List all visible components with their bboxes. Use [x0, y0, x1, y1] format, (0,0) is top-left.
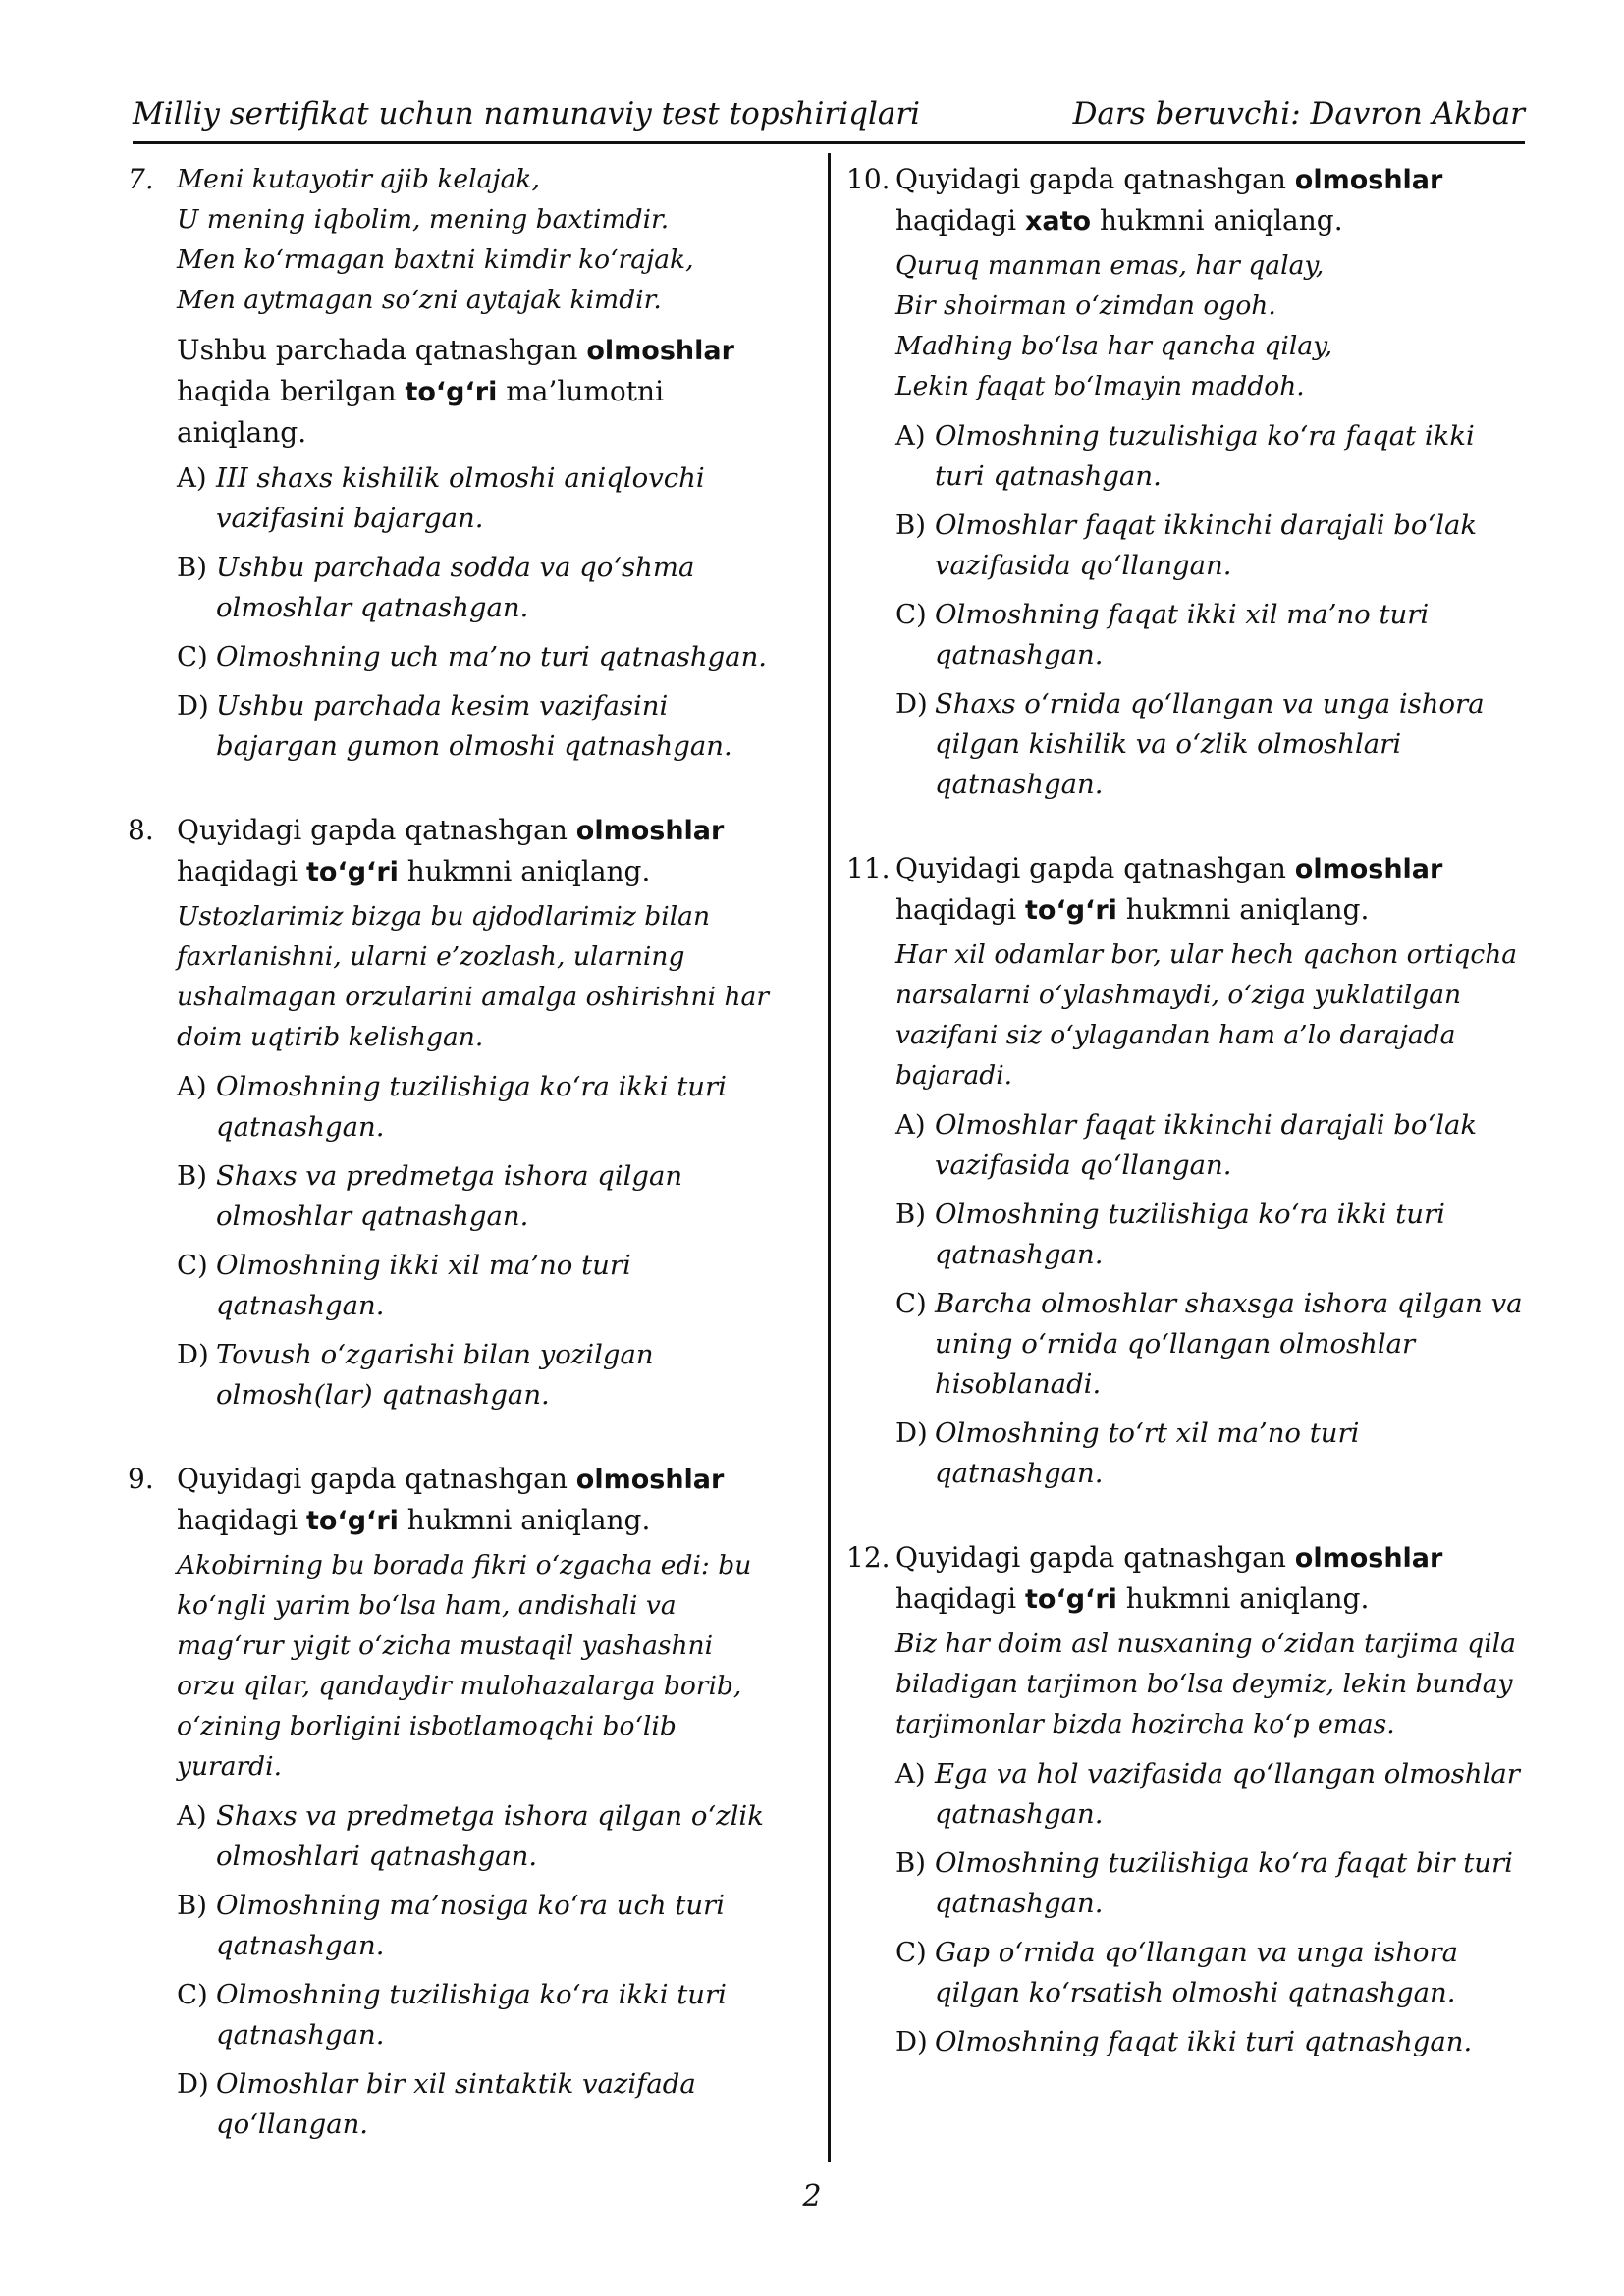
option-text: Olmoshning ikki xil ma’no turi qatnashgan. — [216, 1250, 631, 1321]
option-c[interactable] — [895, 1284, 1524, 1405]
option-text: Olmoshning tuzilishiga ko‘ra ikki turi qatnashgan. — [216, 1979, 727, 2051]
question-stem — [895, 159, 1524, 241]
option-letter: D) — [177, 1339, 209, 1370]
stem-keyword: to‘g‘ri — [306, 1506, 399, 1536]
question-stem — [895, 1537, 1524, 1620]
option-letter: D) — [177, 2068, 209, 2100]
question-stem — [177, 810, 776, 892]
option-c[interactable] — [895, 1933, 1524, 2013]
option-text: Ushbu parchada sodda va qo‘shma olmoshlar qatnashgan. — [216, 552, 695, 623]
question-11 — [846, 848, 1524, 1494]
option-c[interactable] — [895, 595, 1524, 675]
stem-text: Quyidagi gapda qatnashgan — [895, 163, 1295, 195]
option-a[interactable] — [895, 1105, 1524, 1186]
stem-text: hukmni aniqlang. — [1116, 893, 1370, 926]
left-column — [128, 159, 776, 2188]
option-b[interactable] — [177, 1156, 776, 1237]
answer-options — [895, 1754, 1524, 2062]
option-text: Tovush o‘zgarishi bilan yozilgan olmosh(lar) qatnashgan. — [216, 1339, 654, 1411]
option-a[interactable] — [177, 458, 776, 539]
answer-options — [177, 1796, 776, 2145]
question-passage — [895, 245, 1524, 406]
option-b[interactable] — [895, 1195, 1524, 1275]
option-c[interactable] — [177, 637, 776, 677]
option-letter: D) — [177, 690, 209, 721]
answer-options — [177, 1067, 776, 1415]
stem-text: Quyidagi gapda qatnashgan — [895, 1541, 1295, 1574]
option-a[interactable] — [895, 1754, 1524, 1835]
stem-keyword: to‘g‘ri — [306, 857, 399, 887]
stem-keyword: olmoshlar — [575, 1465, 725, 1495]
question-stem — [177, 330, 776, 453]
stem-keyword: to‘g‘ri — [1025, 1584, 1117, 1615]
passage-line: Men aytmagan so‘zni aytajak kimdir. — [177, 285, 662, 315]
question-passage: Biz har doim asl nusxaning o‘zidan tarjima qila biladigan tarjimon bo‘lsa deymiz, lekin bunday tarjimonlar bizda hozircha ko‘p emas. — [895, 1629, 1516, 1739]
stem-text: hukmni aniqlang. — [398, 1504, 651, 1536]
question-7 — [128, 159, 776, 767]
stem-text: hukmni aniqlang. — [398, 855, 651, 887]
option-text: Barcha olmoshlar shaxsga ishora qilgan va uning o‘rnida qo‘llangan olmoshlar hisoblanadi. — [935, 1288, 1523, 1400]
option-letter: D) — [895, 1417, 928, 1449]
option-letter: B) — [895, 1847, 926, 1879]
answer-options — [177, 458, 776, 767]
option-text: Shaxs o‘rnida qo‘llangan va unga ishora qilgan kishilik va o‘zlik olmoshlari qatnashgan. — [935, 688, 1485, 800]
option-d[interactable] — [895, 2022, 1524, 2062]
stem-keyword: to‘g‘ri — [1025, 895, 1117, 926]
option-text: Ega va hol vazifasida qo‘llangan olmoshlar qatnashgan. — [935, 1758, 1520, 1830]
option-letter: C) — [895, 1937, 927, 1968]
stem-text: haqidagi — [895, 204, 1026, 237]
option-letter: C) — [895, 599, 927, 630]
option-letter: C) — [177, 641, 208, 672]
passage-line: Lekin faqat bo‘lmayin maddoh. — [895, 371, 1305, 401]
question-passage — [177, 159, 776, 320]
question-passage: Akobirning bu borada fikri o‘zgacha edi: bu ko‘ngli yarim bo‘lsa ham, andishali va mag‘rur yigit o‘zicha mustaqil yashashni orzu qilar, qandaydir mulohazalarga borib, o‘zining borligini isbotlamoqchi bo‘lib yurardi. — [177, 1550, 752, 1782]
option-c[interactable] — [177, 1246, 776, 1326]
stem-text: Ushbu parchada qatnashgan — [177, 334, 587, 366]
question-9 — [128, 1459, 776, 2145]
option-text: Shaxs va predmetga ishora qilgan olmoshlar qatnashgan. — [216, 1160, 683, 1232]
option-letter: B) — [895, 509, 926, 541]
header-title: Milliy sertifikat uchun namunaviy test topshiriqlari — [133, 96, 921, 132]
question-passage: Har xil odamlar bor, ular hech qachon ortiqcha narsalarni o‘ylashmaydi, o‘ziga yuklatilgan vazifani siz o‘ylagandan ham a’lo darajada bajaradi. — [895, 939, 1518, 1091]
option-letter: A) — [177, 1800, 207, 1832]
option-text: Olmoshning tuzilishiga ko‘ra faqat bir turi qatnashgan. — [935, 1847, 1513, 1919]
option-letter: B) — [177, 552, 207, 583]
question-number: 11. — [846, 852, 891, 884]
option-letter: C) — [177, 1250, 208, 1281]
column-divider — [828, 153, 831, 2162]
option-letter: A) — [177, 1071, 207, 1102]
option-letter: D) — [895, 2026, 928, 2057]
header-author: Dars beruvchi: Davron Akbar — [1072, 96, 1525, 132]
stem-text: Quyidagi gapda qatnashgan — [895, 852, 1295, 884]
option-d[interactable] — [177, 2064, 776, 2145]
passage-line: U mening iqbolim, mening baxtimdir. — [177, 204, 670, 235]
stem-text: ma’lumotni aniqlang. — [177, 375, 665, 449]
option-text: Olmoshning ma’nosiga ko‘ra uch turi qatnashgan. — [216, 1890, 726, 1961]
stem-keyword: olmoshlar — [1294, 165, 1443, 195]
question-stem — [177, 1459, 776, 1541]
question-passage: Ustozlarimiz bizga bu ajdodlarimiz bilan faxrlanishni, ularni e’zozlash, ularning ushalmagan orzularini amalga oshirishni har doim uqtirib kelishgan. — [177, 901, 770, 1052]
option-b[interactable] — [895, 1843, 1524, 1924]
option-d[interactable] — [895, 684, 1524, 805]
option-d[interactable] — [177, 1335, 776, 1415]
passage-line: Bir shoirman o‘zimdan ogoh. — [895, 291, 1276, 321]
option-b[interactable] — [177, 1886, 776, 1966]
stem-text: haqidagi — [895, 1582, 1026, 1615]
question-12 — [846, 1537, 1524, 2062]
option-text: Ushbu parchada kesim vazifasini bajargan gumon olmoshi qatnashgan. — [216, 690, 732, 762]
stem-keyword: to‘g‘ri — [405, 377, 498, 407]
question-number: 10. — [846, 163, 891, 195]
question-number: 7. — [128, 163, 154, 195]
option-letter: A) — [177, 462, 207, 494]
stem-text: hukmni aniqlang. — [1091, 204, 1343, 237]
stem-keyword: olmoshlar — [575, 816, 725, 846]
option-text: Gap o‘rnida qo‘llangan va unga ishora qilgan ko‘rsatish olmoshi qatnashgan. — [935, 1937, 1459, 2008]
stem-keyword: olmoshlar — [1294, 1543, 1443, 1574]
question-stem — [895, 848, 1524, 931]
option-letter: B) — [177, 1890, 207, 1921]
stem-text: haqida berilgan — [177, 375, 406, 407]
option-letter: C) — [177, 1979, 208, 2010]
stem-text: hukmni aniqlang. — [1116, 1582, 1370, 1615]
passage-line: Madhing bo‘lsa har qancha qilay, — [895, 331, 1333, 361]
option-text: Shaxs va predmetga ishora qilgan o‘zlik olmoshlari qatnashgan. — [216, 1800, 764, 1872]
option-text: Olmoshning faqat ikki turi qatnashgan. — [935, 2026, 1473, 2057]
option-letter: A) — [895, 420, 926, 452]
option-letter: B) — [895, 1199, 926, 1230]
option-text: III shaxs kishilik olmoshi aniqlovchi vazifasini bajargan. — [216, 462, 705, 534]
page-header — [133, 96, 1525, 144]
option-text: Olmoshlar faqat ikkinchi darajali bo‘lak vazifasida qo‘llangan. — [935, 1109, 1478, 1181]
question-number: 8. — [128, 814, 154, 846]
option-a[interactable] — [177, 1796, 776, 1877]
option-letter: D) — [895, 688, 928, 720]
option-d[interactable] — [895, 1414, 1524, 1494]
option-text: Olmoshning tuzilishiga ko‘ra ikki turi qatnashgan. — [216, 1071, 727, 1143]
question-8 — [128, 810, 776, 1415]
option-text: Olmoshlar bir xil sintaktik vazifada qo‘llangan. — [216, 2068, 696, 2140]
option-a[interactable] — [895, 416, 1524, 497]
option-a[interactable] — [177, 1067, 776, 1148]
option-text: Olmoshning faqat ikki xil ma’no turi qatnashgan. — [935, 599, 1430, 670]
option-text: Olmoshning tuzilishiga ko‘ra ikki turi qatnashgan. — [935, 1199, 1445, 1270]
stem-keyword: xato — [1025, 206, 1092, 237]
question-number: 9. — [128, 1463, 154, 1495]
passage-line: Quruq manman emas, har qalay, — [895, 250, 1325, 281]
question-10 — [846, 159, 1524, 805]
option-text: Olmoshning to‘rt xil ma’no turi qatnashgan. — [935, 1417, 1360, 1489]
stem-text: Quyidagi gapda qatnashgan — [177, 814, 576, 846]
option-text: Olmoshning uch ma’no turi qatnashgan. — [216, 641, 768, 672]
option-letter: A) — [895, 1758, 926, 1789]
stem-keyword: olmoshlar — [1294, 854, 1443, 884]
stem-text: haqidagi — [895, 893, 1026, 926]
option-letter: B) — [177, 1160, 207, 1192]
question-number: 12. — [846, 1541, 891, 1574]
option-text: Olmoshlar faqat ikkinchi darajali bo‘lak vazifasida qo‘llangan. — [935, 509, 1478, 581]
option-b[interactable] — [177, 548, 776, 628]
option-text: Olmoshning tuzulishiga ko‘ra faqat ikki turi qatnashgan. — [935, 420, 1475, 492]
stem-text: Quyidagi gapda qatnashgan — [177, 1463, 576, 1495]
option-letter: A) — [895, 1109, 926, 1141]
option-c[interactable] — [177, 1975, 776, 2056]
right-column — [846, 159, 1524, 2106]
option-letter: C) — [895, 1288, 927, 1319]
stem-text: haqidagi — [177, 1504, 307, 1536]
stem-keyword: olmoshlar — [586, 336, 734, 366]
answer-options — [895, 416, 1524, 805]
option-b[interactable] — [895, 506, 1524, 586]
passage-line: Men ko‘rmagan baxtni kimdir ko‘rajak, — [177, 244, 694, 275]
stem-text: haqidagi — [177, 855, 307, 887]
option-d[interactable] — [177, 686, 776, 767]
passage-line: Meni kutayotir ajib kelajak, — [177, 164, 540, 194]
page-number: 2 — [802, 2179, 822, 2214]
answer-options — [895, 1105, 1524, 1494]
